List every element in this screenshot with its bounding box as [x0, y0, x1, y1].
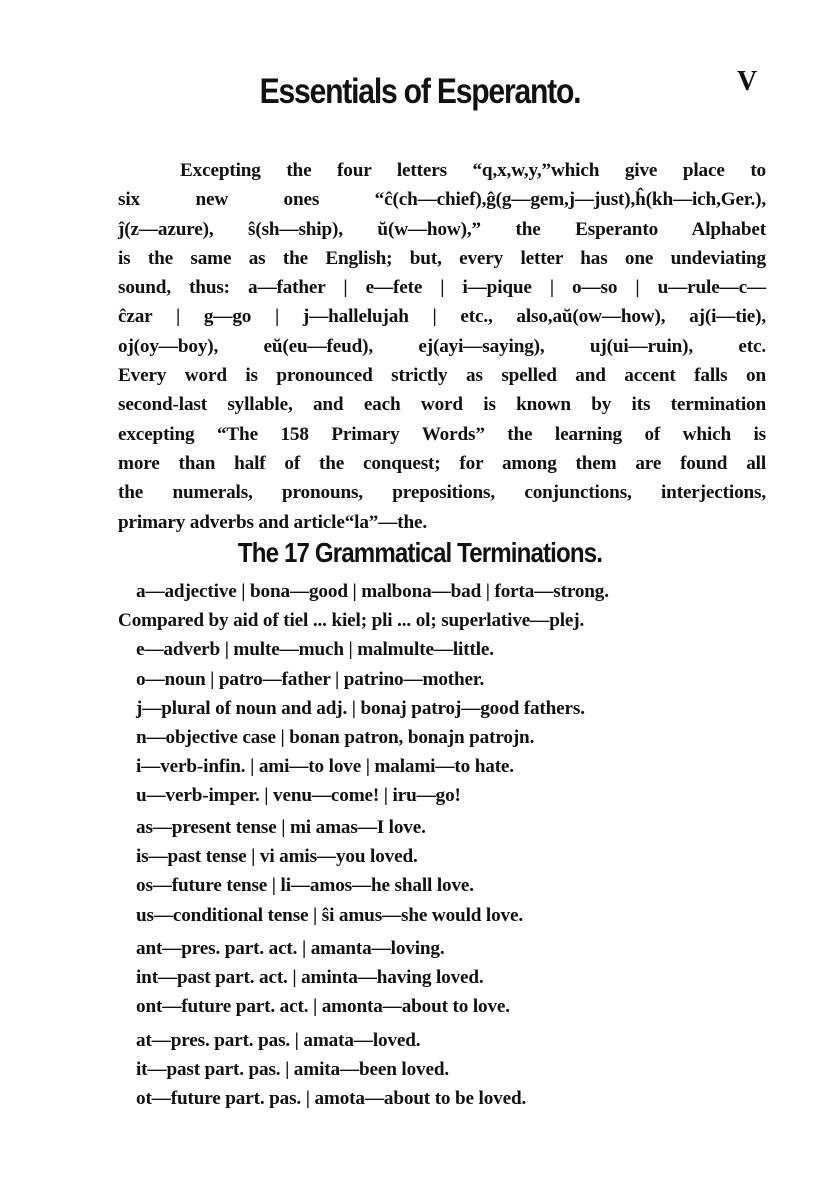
termination-entry: ant—pres. part. act. | amanta—loving. [136, 938, 445, 959]
termination-entry: is—past tense | vi amis—you loved. [136, 846, 418, 868]
termination-entry: int—past part. act. | aminta—having loved. [136, 967, 484, 989]
terminations-group-active-participles [118, 934, 798, 1022]
intro-line: excepting “The 158 Primary Words” the learning of which is [118, 423, 766, 445]
termination-entry: Compared by aid of tiel ... kiel; pli ... ol; superlative—plej. [118, 610, 585, 632]
intro-line: Excepting the four letters “q,x,w,y,”which give place to [180, 160, 766, 181]
intro-line: more than half of the conquest; for among them are found all [118, 452, 766, 474]
termination-entry: i—verb-infin. | ami—to love | malami—to hate. [136, 756, 514, 778]
intro-line: ĉzar | g—go | j—hallelujah | etc., also,aŭ(ow—how), aj(i—tie), [118, 306, 766, 328]
intro-line: oj(oy—boy), eŭ(eu—feud), ej(ayi—saying), uj(ui—ruin), etc. [118, 335, 766, 357]
termination-entry: it—past part. pas. | amita—been loved. [136, 1059, 449, 1081]
intro-line: primary adverbs and article“la”—the. [118, 511, 428, 533]
termination-entry: n—objective case | bonan patron, bonajn patrojn. [136, 727, 535, 749]
termination-entry: ot—future part. pas. | amota—about to be loved. [136, 1088, 527, 1110]
section-heading: The 17 Grammatical Terminations. [237, 537, 603, 568]
termination-entry: a—adjective | bona—good | malbona—bad | forta—strong. [136, 581, 609, 602]
intro-line: is the same as the English; but, every letter has one undeviating [118, 247, 766, 269]
intro-line: ĵ(z—azure), ŝ(sh—ship), ŭ(w—how),” the Esperanto Alphabet [118, 218, 766, 240]
termination-entry: at—pres. part. pas. | amata—loved. [136, 1030, 421, 1051]
intro-paragraph [118, 156, 766, 537]
termination-entry: j—plural of noun and adj. | bonaj patroj—good fathers. [136, 697, 585, 719]
termination-entry: o—noun | patro—father | patrino—mother. [136, 668, 485, 690]
termination-entry: e—adverb | multe—much | malmulte—little. [136, 639, 494, 661]
page-number: V [737, 66, 758, 97]
terminations-group-tenses [118, 813, 798, 930]
intro-line: second-last syllable, and each word is known by its termination [118, 394, 766, 416]
termination-entry: u—verb-imper. | venu—come! | iru—go! [136, 785, 461, 807]
intro-line: Every word is pronounced strictly as spelled and accent falls on [118, 365, 766, 387]
termination-entry: ont—future part. act. | amonta—about to love. [136, 996, 510, 1018]
termination-entry: os—future tense | li—amos—he shall love. [136, 875, 474, 897]
termination-entry: as—present tense | mi amas—I love. [136, 817, 426, 838]
terminations-group-passive-participles [118, 1026, 798, 1114]
running-head-title: Essentials of Esperanto. [259, 72, 581, 111]
intro-line: the numerals, pronouns, prepositions, conjunctions, interjections, [118, 482, 766, 504]
terminations-group-basic [118, 577, 798, 811]
intro-line: six new ones “ĉ(ch—chief),ĝ(g—gem,j—just),ĥ(kh—ich,Ger.), [118, 189, 766, 211]
intro-line: sound, thus: a—father | e—fete | i—pique | o—so | u—rule—c— [118, 277, 766, 299]
termination-entry: us—conditional tense | ŝi amus—she would love. [136, 904, 523, 926]
